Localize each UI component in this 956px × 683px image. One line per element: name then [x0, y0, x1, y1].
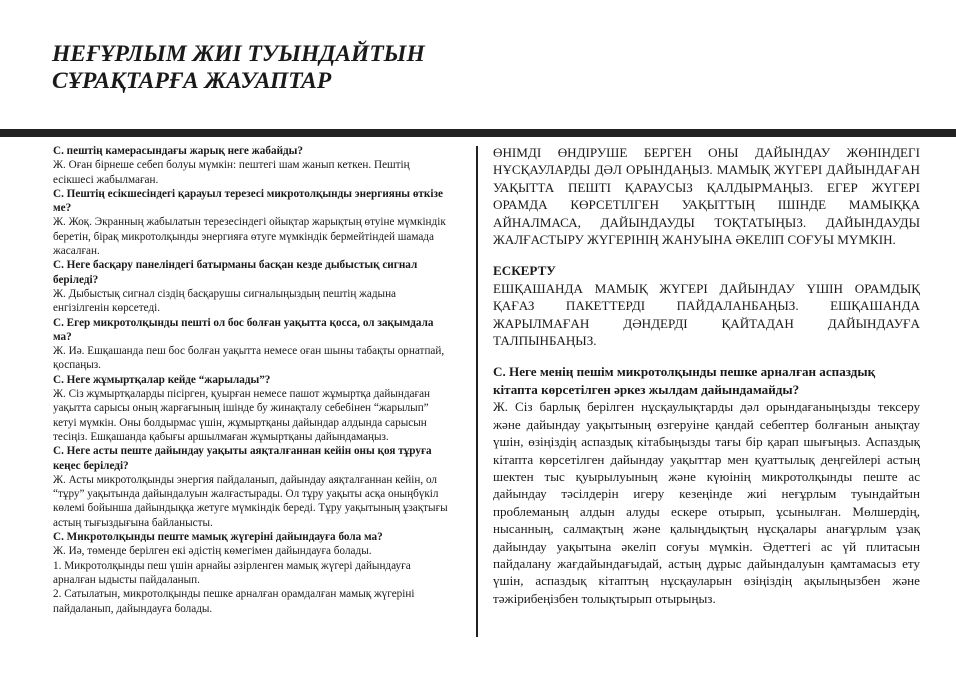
answer-method-1: 1. Микротолқынды пеш үшін арнайы әзірленген мамық жүгері дайындауға арналған ыдысты пайдаланып. — [53, 559, 411, 586]
question: С. Неге басқару панеліндегі батырманы басқан кезде дыбыстық сигнал беріледі? — [53, 259, 418, 286]
header-rule — [0, 129, 956, 137]
popcorn-instructions: ӨНІМДІ ӨНДІРУШЕ БЕРГЕН ОНЫ ДАЙЫНДАУ ЖӨНІНДЕГІ НҰСҚАУЛАРДЫ ДӘЛ ОРЫНДАҢЫЗ. МАМЫҚ ЖҮГЕРІ ДАЙЫНДАҒАН УАҚЫТТА ПЕШТІ ҚАРАУСЫЗ ҚАЛДЫРМАҢЫЗ. ЕГЕР ЖҮГЕРІ ОРАМДА КӨРСЕТІЛГЕН УАҚЫТТЫҢ ІШІНДЕ МАМЫҚҚА АЙНАЛМАСА, ДАЙЫНДАУДЫ ТОҚТАТЫҢЫЗ. ДАЙЫНДАУДЫ ЖАЛҒАСТЫРУ ЖҮГЕРІНІҢ ЖАНУЫНА ӘКЕЛІП СОҒУЫ МҮМКІН. — [493, 145, 920, 248]
title-line-2: СҰРАҚТАРҒА ЖАУАПТАР — [52, 68, 332, 94]
question: С. Микротолқынды пеште мамық жүгеріні дайындауға бола ма? — [53, 531, 383, 544]
warning-title: ЕСКЕРТУ — [493, 263, 556, 279]
left-column — [53, 144, 450, 616]
answer: Ж. Сіз барлық берілген нұсқаулықтарды дәл орындағаныңызды тексеру және дайындау уақытының өзгеруіне қандай себептер болғанын анықтау үшін, өзіңіздің аспаздық кітабыңызды тағы бір қарап шығыңыз. Аспаздық кітапта көрсетілген дайындау уақыттар мен қуаттылық деңгейлері астың шектен тыс қуырылуының және күюінің микротолқынды пеште ас дайындау тәсілдерін игеру кезеңінде жиі неғұрлым туындайтын проблеманың алдын алуды ескере отырып, ұсынылған. Мөлшердің, нысанның, салмақтың және қалыңдықтың нұсқалары анағұрлым ұзақ дайындау уақытына әкеліп соғуы мүмкін. Әдеттегі ас үй плитасын пайдалану жағдайындағыдай, астың дұрыс дайындалуын қамтамасыз ету үшін, аспаздық кітаптың нұсқауларын өзіңіздің ақылыңызбен және тәжірибеңізбен толықтырып отырыңыз. — [493, 399, 920, 606]
page-title — [52, 41, 425, 95]
question: С. Пештің есікшесіндегі қарауыл терезесі микротолқынды энергияны өткізе ме? — [53, 187, 443, 215]
answer: Ж. Оған бірнеше себеп болуы мүмкін: пештегі шам жанып кеткен. Пештің есікшесі жабылмаған. — [53, 159, 410, 186]
answer: Ж. Иә. Ешқашанда пеш бос болған уақытта немесе оған шыны табақты орнатпай, қоспаңыз. — [53, 345, 445, 372]
question: С. Егер микротолқынды пешті ол бос болған уақытта қосса, ол зақымдала ма? — [53, 316, 434, 343]
title-line-1: НЕҒҰРЛЫМ ЖИІ ТУЫНДАЙТЫН — [52, 41, 425, 67]
question: С. Неге жұмыртқалар кейде “жарылады”? — [53, 373, 271, 386]
column-divider — [476, 146, 478, 637]
warning-block — [493, 262, 920, 349]
warning-text: ЕШҚАШАНДА МАМЫҚ ЖҮГЕРІ ДАЙЫНДАУ ҮШІН ОРАМДЫҚ ҚАҒАЗ ПАКЕТТЕРДІ ПАЙДАЛАНБАҢЫЗ. ЕШҚАШАНДА ЖАРЫЛМАҒАН ДӘНДЕРДІ ҚАЙТАДАН ДАЙЫНДАУҒА ТАЛПЫНБАҢЫЗ. — [493, 280, 920, 349]
question: С. Неге менің пешім микротолқынды пешке арналған аспаздық кітапта көрсетілген әркез жылдам дайындамайды? — [493, 364, 876, 397]
right-column — [493, 144, 920, 607]
question: С. Неге асты пеште дайындау уақыты аяқталғаннан кейін оны қоя тұруға кеңес беріледі? — [53, 445, 432, 472]
answer: Ж. Сіз жұмыртқаларды пісірген, қуырған немесе пашот жұмыртқа дайындаған уақытта сарысы оның жарғағының ішінде бу жинақталу себебінен “жарылып” кетуі мүмкін. Оны болдырмас үшін, жұмыртқаны дайындар алдында сарысын тесіңіз. Ешқашанда қабығы аршылмаған жұмыртқаны дайындамаңыз. — [53, 388, 431, 443]
question: С. пештің камерасындағы жарық неге жабайды? — [53, 145, 303, 157]
answer: Ж. Дыбыстық сигнал сіздің басқарушы сигналыңыздың пештің жадына енгізілгенін көрсетеді. — [53, 287, 397, 315]
answer-method-2: 2. Сатылатын, микротолқынды пешке арналған орамдалған мамық жүгеріні пайдаланып, дайындауға болады. — [53, 588, 415, 615]
answer: Ж. Иә, төменде берілген екі әдістің көмегімен дайындауға болады. — [53, 545, 372, 558]
answer: Ж. Жоқ. Экранның жабылатын терезесіндегі ойықтар жарықтың өтуіне мүмкіндік беретін, бірақ микротолқынды энергияға өтуге мүмкіндік бермейтіндей шамада жасалған. — [53, 216, 446, 258]
answer: Ж. Асты микротолқынды энергия пайдаланып, дайындау аяқталғаннан кейін, ол “тұру” уақытында дайындалуын жалғастырады. Ол тұру уақыты асқа оныңбүкіл көлемі бойынша дайындыққа жетуге мүмкіндік береді. Тұру уақытының ұзақтығы астың тығыздығына байланысты. — [53, 473, 448, 529]
